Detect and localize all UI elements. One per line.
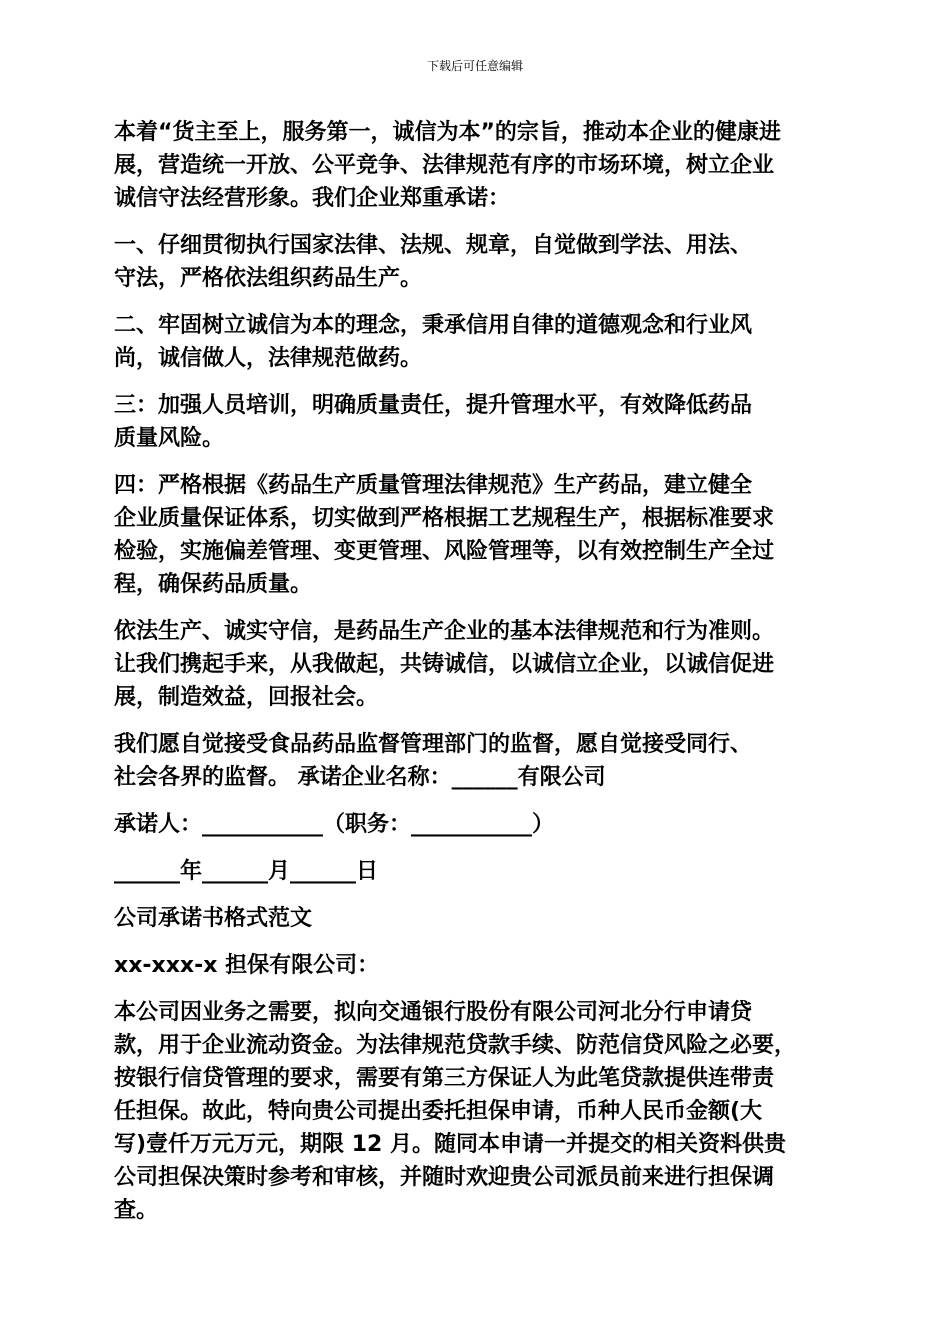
paragraph-principle bbox=[114, 615, 840, 714]
text-line: 尚，诚信做人，法律规范做药。 bbox=[114, 346, 423, 371]
text-line: xx-xxx-x 担保有限公司： bbox=[114, 953, 380, 978]
text-line: 我们愿自觉接受食品药品监督管理部门的监督，愿自觉接受同行、 bbox=[114, 732, 753, 757]
text-line: 程，确保药品质量。 bbox=[114, 572, 313, 597]
page-header: 下载后可任意编辑 bbox=[426, 59, 523, 73]
text-line: 任担保。故此，特向贵公司提出委托担保申请，币种人民币金额(大 bbox=[114, 1099, 763, 1124]
text-line: 展，制造效益，回报社会。 bbox=[114, 685, 379, 710]
text-line: 公司担保决策时参考和审核，并随时欢迎贵公司派员前来进行担保调 bbox=[114, 1165, 775, 1190]
paragraph-pledge-intro bbox=[114, 116, 840, 215]
paragraph-addressee bbox=[114, 949, 840, 982]
text-line: 本着“货主至上，服务第一，诚信为本”的宗旨，推动本企业的健康进 bbox=[114, 120, 781, 145]
paragraph-item-2 bbox=[114, 309, 840, 375]
paragraph-guarantee-request bbox=[114, 996, 840, 1227]
text-line: 依法生产、诚实守信，是药品生产企业的基本法律规范和行为准则。 bbox=[114, 619, 775, 644]
paragraph-supervision bbox=[114, 728, 840, 794]
text-line: 按银行信贷管理的要求，需要有第三方保证人为此笔贷款提供连带责 bbox=[114, 1066, 775, 1091]
text-line: ______年______月______日 bbox=[114, 859, 379, 884]
paragraph-date bbox=[114, 855, 840, 888]
text-line: 让我们携起手来，从我做起，共铸诚信，以诚信立企业，以诚信促进 bbox=[114, 652, 775, 677]
text-line: 本公司因业务之需要，拟向交通银行股份有限公司河北分行申请贷 bbox=[114, 1000, 753, 1025]
text-line: 四：严格根据《药品生产质量管理法律规范》生产药品，建立健全 bbox=[114, 473, 753, 498]
text-line: 公司承诺书格式范文 bbox=[114, 906, 313, 931]
text-line: 诚信守法经营形象。我们企业郑重承诺： bbox=[114, 186, 511, 211]
text-line: 展，营造统一开放、公平竞争、法律规范有序的市场环境，树立企业 bbox=[114, 153, 775, 178]
text-line: 检验，实施偏差管理、变更管理、风险管理等，以有效控制生产全过 bbox=[114, 539, 775, 564]
paragraph-item-4 bbox=[114, 469, 840, 601]
paragraph-item-3 bbox=[114, 389, 840, 455]
text-line: 三：加强人员培训，明确质量责任，提升管理水平，有效降低药品 bbox=[114, 393, 753, 418]
text-line: 款，用于企业流动资金。为法律规范贷款手续、防范信贷风险之必要， bbox=[114, 1033, 797, 1058]
text-line: 守法，严格依法组织药品生产。 bbox=[114, 266, 423, 291]
text-line: 社会各界的监督。 承诺企业名称：______有限公司 bbox=[114, 765, 606, 790]
text-line: 写)壹仟万元万元，期限 12 月。随同本申请一并提交的相关资料供贵 bbox=[114, 1132, 786, 1157]
section-title bbox=[114, 902, 840, 935]
paragraph-signatory bbox=[114, 808, 840, 841]
text-line: 一、仔细贯彻执行国家法律、法规、规章，自觉做到学法、用法、 bbox=[114, 233, 753, 258]
paragraph-item-1 bbox=[114, 229, 840, 295]
text-line: 承诺人：___________（职务：___________） bbox=[114, 812, 555, 837]
document-body bbox=[114, 116, 840, 1241]
text-line: 质量风险。 bbox=[114, 426, 225, 451]
text-line: 企业质量保证体系，切实做到严格根据工艺规程生产，根据标准要求 bbox=[114, 506, 775, 531]
text-line: 查。 bbox=[114, 1198, 159, 1223]
text-line: 二、牢固树立诚信为本的理念，秉承信用自律的道德观念和行业风 bbox=[114, 313, 753, 338]
